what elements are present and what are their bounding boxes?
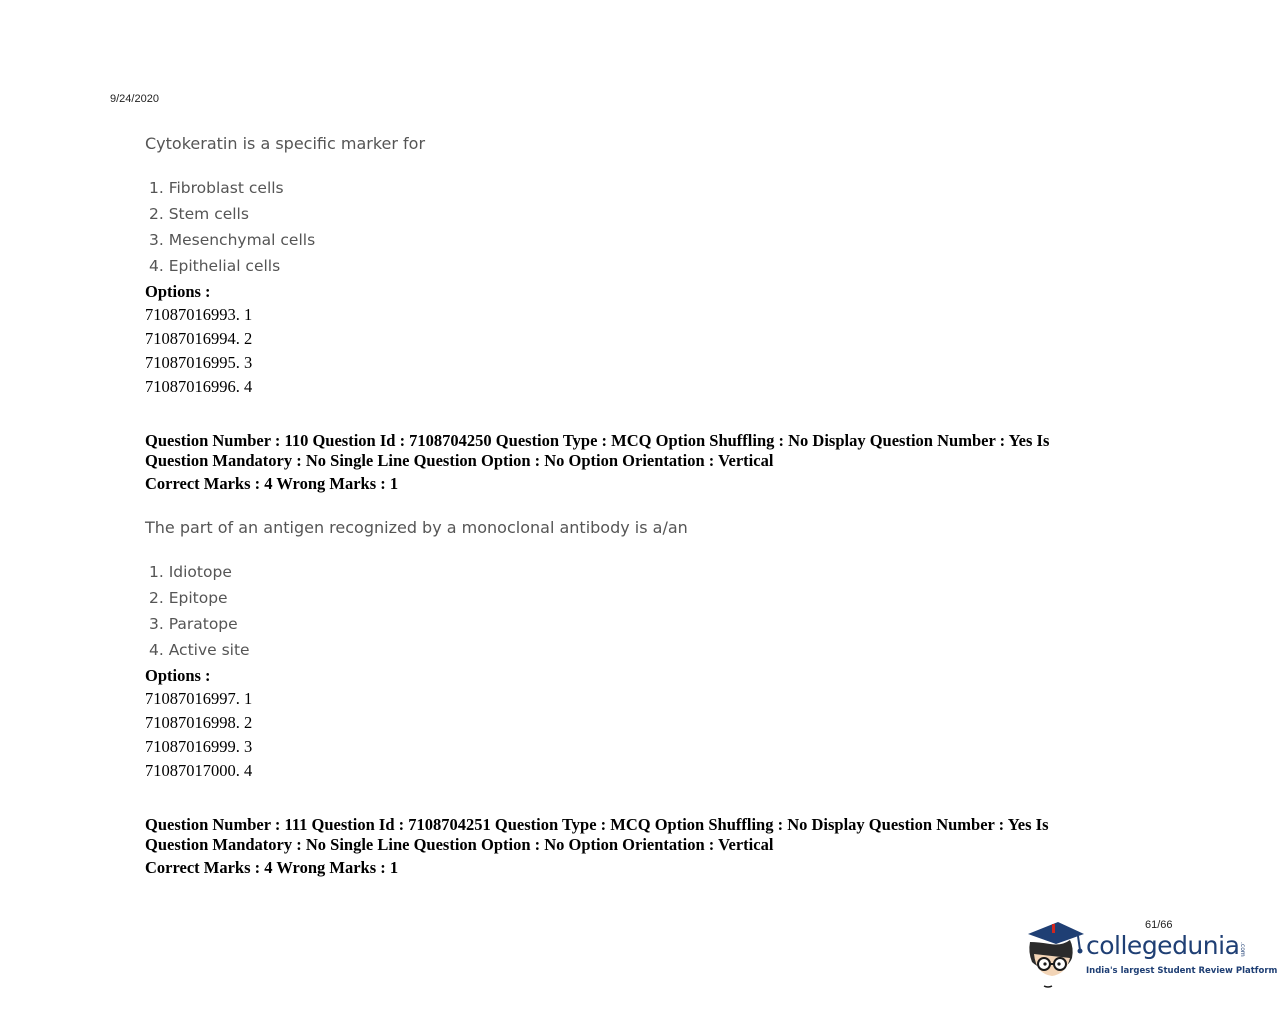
question-text: Cytokeratin is a specific marker for bbox=[145, 134, 426, 153]
choice-item: 4. Active site bbox=[149, 641, 250, 659]
question-text: The part of an antigen recognized by a monoclonal antibody is a/an bbox=[145, 518, 688, 537]
choice-list bbox=[149, 175, 315, 279]
option-id: 71087016994. 2 bbox=[145, 329, 253, 348]
question-meta bbox=[145, 815, 1105, 855]
options-label: Options : bbox=[145, 666, 211, 685]
question-meta-line: Question Number : 110 Question Id : 7108704250 Question Type : MCQ Option Shuffling : No Display Question Number : Yes Is bbox=[145, 431, 1050, 450]
choice-list bbox=[149, 559, 250, 663]
options-label: Options : bbox=[145, 282, 211, 301]
choice-item: 1. Idiotope bbox=[149, 563, 232, 581]
option-id-list bbox=[145, 303, 252, 399]
choice-item: 3. Mesenchymal cells bbox=[149, 231, 316, 249]
brand-logo-domain: .com bbox=[1239, 942, 1246, 957]
question-meta bbox=[145, 431, 1105, 471]
option-id: 71087016996. 4 bbox=[145, 377, 253, 396]
choice-item: 4. Epithelial cells bbox=[149, 257, 281, 275]
option-id: 71087016999. 3 bbox=[145, 737, 253, 756]
brand-logo-wordmark: collegedunia bbox=[1086, 931, 1240, 960]
option-id: 71087016998. 2 bbox=[145, 713, 253, 732]
print-date: 9/24/2020 bbox=[110, 93, 159, 105]
page-number: 61/66 bbox=[1145, 919, 1173, 931]
marks-line: Correct Marks : 4 Wrong Marks : 1 bbox=[145, 474, 399, 493]
choice-item: 3. Paratope bbox=[149, 615, 238, 633]
marks-line: Correct Marks : 4 Wrong Marks : 1 bbox=[145, 858, 399, 877]
option-id: 71087016997. 1 bbox=[145, 689, 253, 708]
choice-item: 1. Fibroblast cells bbox=[149, 179, 284, 197]
choice-item: 2. Epitope bbox=[149, 589, 228, 607]
option-id-list bbox=[145, 687, 252, 783]
question-meta-line: Question Mandatory : No Single Line Question Option : No Option Orientation : Vertical bbox=[145, 835, 774, 854]
question-meta-line: Question Mandatory : No Single Line Question Option : No Option Orientation : Vertical bbox=[145, 451, 774, 470]
option-id: 71087016993. 1 bbox=[145, 305, 253, 324]
mascot-graduation-cap-icon bbox=[1022, 918, 1088, 990]
brand-tagline: India's largest Student Review Platform bbox=[1086, 966, 1278, 976]
choice-item: 2. Stem cells bbox=[149, 205, 249, 223]
option-id: 71087017000. 4 bbox=[145, 761, 253, 780]
option-id: 71087016995. 3 bbox=[145, 353, 253, 372]
question-meta-line: Question Number : 111 Question Id : 7108704251 Question Type : MCQ Option Shuffling : No Display Question Number : Yes Is bbox=[145, 815, 1049, 834]
